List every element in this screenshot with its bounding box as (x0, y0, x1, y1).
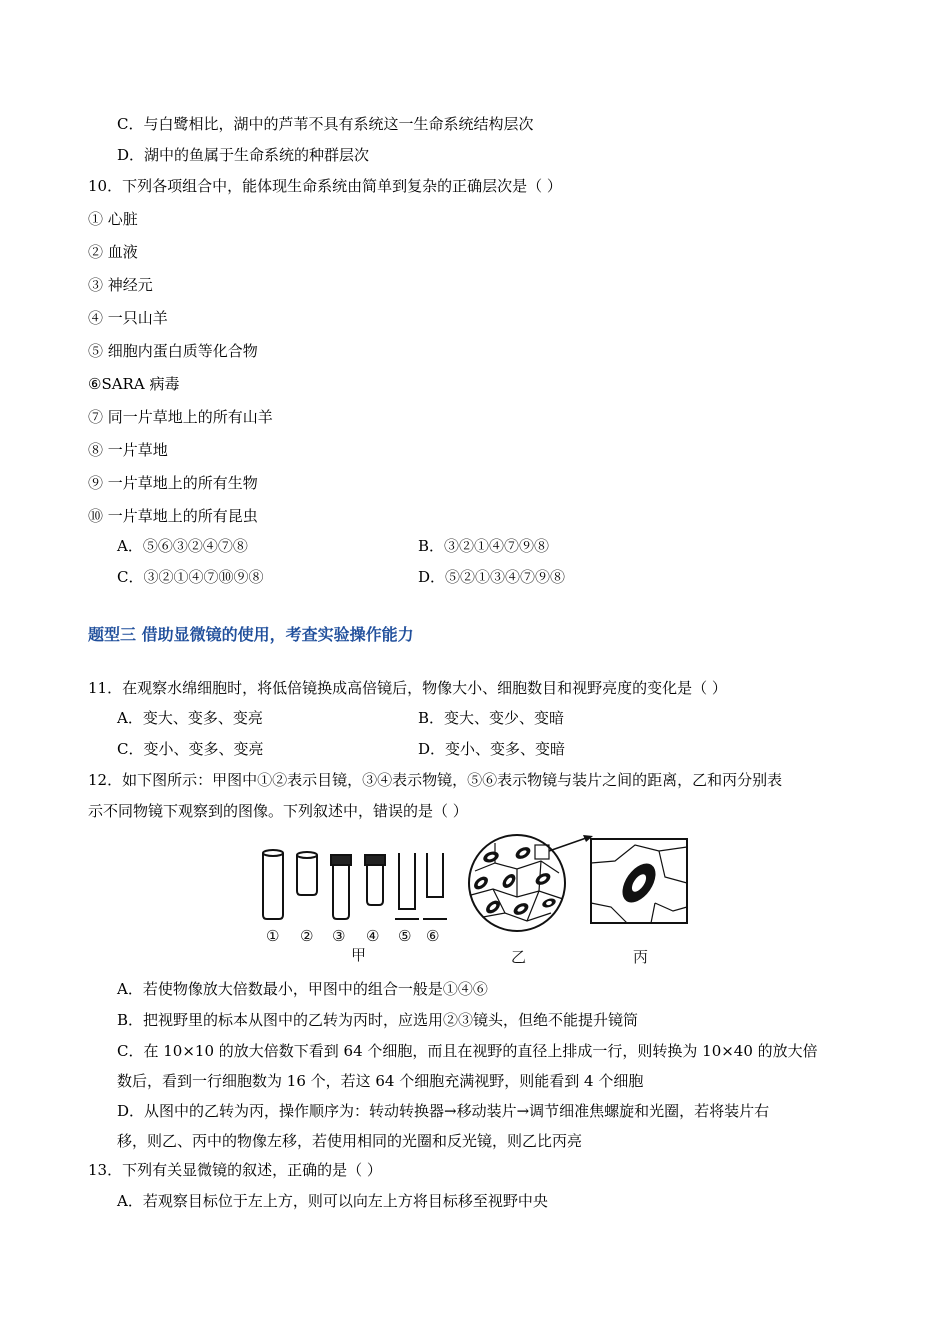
q11-option-a: A．变大、变多、变亮 (117, 709, 263, 727)
q10-item: ⑩ 一片草地上的所有昆虫 (88, 507, 258, 525)
q10-item: ⑨ 一片草地上的所有生物 (88, 474, 258, 492)
view-yi (469, 835, 565, 931)
fig-label-jia: 甲 (351, 946, 367, 964)
q11-stem: 11．在观察水绵细胞时，将低倍镜换成高倍镜后，物像大小、细胞数目和视野亮度的变化是（ ） (88, 679, 727, 697)
fig-num: ② (300, 927, 314, 945)
fig-num: ③ (332, 927, 346, 945)
q12-option-b: B．把视野里的标本从图中的乙转为丙时，应选用②③镜头，但绝不能提升镜筒 (117, 1011, 639, 1029)
q12-option-d-line1: D．从图中的乙转为丙，操作顺序为：转动转换器→移动装片→调节细准焦螺旋和光圈，若将装片右 (117, 1102, 770, 1120)
q11-option-d: D．变小、变多、变暗 (418, 740, 566, 758)
view-bing (591, 839, 687, 923)
q12-stem-line1: 12．如下图所示：甲图中①②表示目镜，③④表示物镜，⑤⑥表示物镜与装片之间的距离，乙和丙分别表 (88, 771, 783, 789)
q9-option-c: C．与白鹭相比，湖中的芦苇不具有系统这一生命系统结构层次 (117, 115, 534, 133)
fig-num: ① (266, 927, 280, 945)
q10-item: ② 血液 (88, 243, 138, 261)
q10-item: ① 心脏 (88, 210, 138, 228)
q12-option-a: A．若使物像放大倍数最小，甲图中的组合一般是①④⑥ (117, 980, 488, 998)
q10-item: ④ 一只山羊 (88, 309, 168, 327)
fig-label-bing: 丙 (633, 948, 649, 966)
q13-stem: 13．下列有关显微镜的叙述，正确的是（ ） (88, 1161, 382, 1179)
q10-item: ⑧ 一片草地 (88, 441, 168, 459)
microscope-figure (255, 833, 695, 968)
q12-option-d-line2: 移，则乙、丙中的物像左移，若使用相同的光圈和反光镜，则乙比丙亮 (117, 1132, 583, 1150)
q12-option-c-line1: C．在 10×10 的放大倍数下看到 64 个细胞，而且在视野的直径上排成一行，则转换为 10×40 的放大倍 (117, 1042, 818, 1060)
q10-option-d: D．⑤②①③④⑦⑨⑧ (418, 568, 566, 586)
q10-item: ③ 神经元 (88, 276, 153, 294)
fig-num: ⑥ (426, 927, 440, 945)
fig-num: ⑤ (398, 927, 412, 945)
section-heading: 题型三 借助显微镜的使用，考查实验操作能力 (88, 625, 414, 644)
q10-item: ⑥SARA 病毒 (88, 375, 180, 393)
q9-option-d: D．湖中的鱼属于生命系统的种群层次 (117, 146, 370, 164)
fig-num: ④ (366, 927, 380, 945)
eyepiece-long-shape (263, 853, 283, 919)
q11-option-c: C．变小、变多、变亮 (117, 740, 264, 758)
q10-item: ⑦ 同一片草地上的所有山羊 (88, 408, 273, 426)
q12-stem-line2: 示不同物镜下观察到的图像。下列叙述中，错误的是（ ） (88, 802, 468, 820)
q13-option-a: A．若观察目标位于左上方，则可以向左上方将目标移至视野中央 (117, 1192, 548, 1210)
q12-option-c-line2: 数后，看到一行细胞数为 16 个，若这 64 个细胞充满视野，则能看到 4 个细胞 (117, 1072, 644, 1090)
q10-option-a: A．⑤⑥③②④⑦⑧ (117, 537, 248, 555)
q10-item: ⑤ 细胞内蛋白质等化合物 (88, 342, 258, 360)
q10-stem: 10．下列各项组合中，能体现生命系统由简单到复杂的正确层次是（ ） (88, 177, 562, 195)
q10-option-b: B．③②①④⑦⑨⑧ (418, 537, 550, 555)
q10-option-c: C．③②①④⑦⑩⑨⑧ (117, 568, 264, 586)
fig-label-yi: 乙 (511, 948, 527, 966)
q11-option-b: B．变大、变少、变暗 (418, 709, 565, 727)
